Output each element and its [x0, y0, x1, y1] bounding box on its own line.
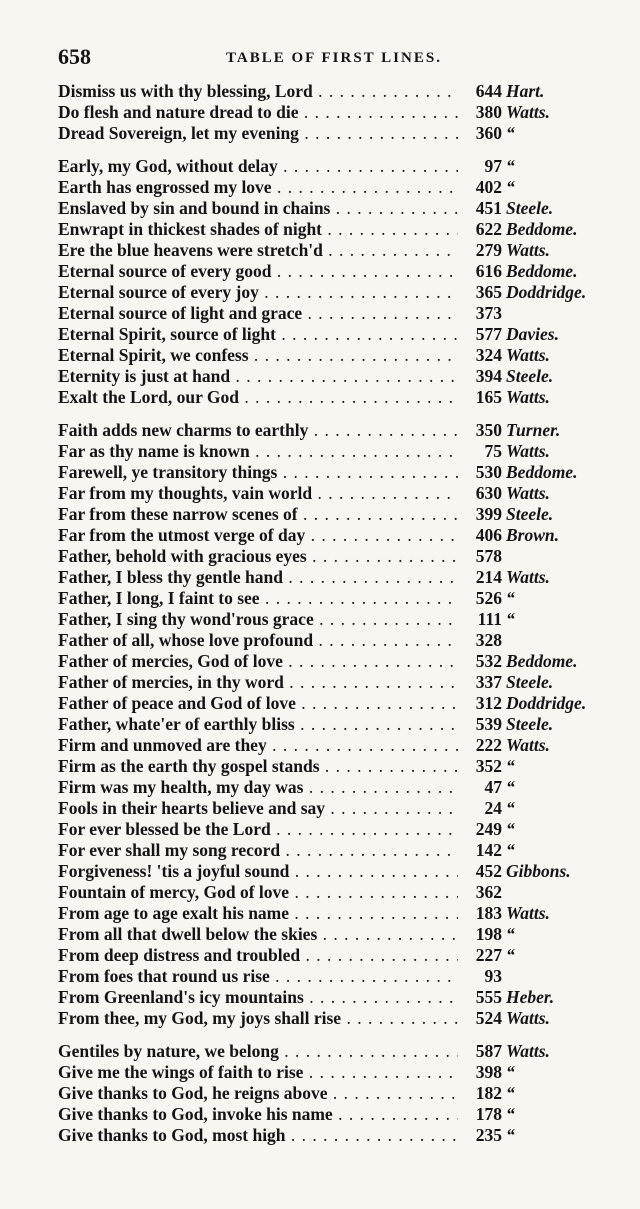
hymn-number: 406	[475, 525, 502, 545]
hymn-number: 644	[475, 81, 502, 101]
index-entry	[58, 366, 638, 387]
index-entry	[58, 693, 638, 714]
index-entry	[58, 567, 638, 588]
hymn-author: Beddome.	[506, 261, 578, 281]
hymn-number: 394	[475, 366, 502, 386]
hymn-number: 222	[475, 735, 502, 755]
hymn-author: “	[506, 177, 515, 197]
index-entry	[58, 714, 638, 735]
index-entry	[58, 387, 638, 408]
hymn-author: Beddome.	[506, 651, 578, 671]
hymn-number: 587	[475, 1041, 502, 1061]
hymn-number: 402	[475, 177, 502, 197]
hymn-number: 350	[475, 420, 502, 440]
first-line-text: Father, I sing thy wond'rous grace . . .	[58, 609, 458, 630]
hymn-number: 373	[475, 303, 502, 323]
group-separator	[58, 408, 638, 420]
first-line-text: Eternity is just at hand . . .	[58, 366, 458, 387]
page-header	[58, 44, 618, 74]
hymn-author: Turner.	[506, 420, 561, 440]
hymn-author: Watts.	[506, 387, 550, 407]
first-line-text: Farewell, ye transitory things . . .	[58, 462, 458, 483]
index-entry	[58, 840, 638, 861]
index-entry	[58, 123, 638, 144]
first-line-text: Give thanks to God, most high . . .	[58, 1125, 458, 1146]
hymn-author: Beddome.	[506, 219, 578, 239]
hymn-number: 227	[475, 945, 502, 965]
index-entry	[58, 903, 638, 924]
index-entry	[58, 282, 638, 303]
first-line-text: From all that dwell below the skies . . .	[58, 924, 458, 945]
index-entry	[58, 1062, 638, 1083]
group-separator	[58, 144, 638, 156]
first-line-text: Do flesh and nature dread to die . . .	[58, 102, 458, 123]
index-entry	[58, 987, 638, 1008]
first-line-text: Father, I bless thy gentle hand . . .	[58, 567, 458, 588]
hymn-number: 452	[475, 861, 502, 881]
index-entry	[58, 756, 638, 777]
first-line-text: From foes that round us rise . . .	[58, 966, 458, 987]
hymn-author: “	[506, 588, 515, 608]
hymn-author: “	[506, 123, 515, 143]
hymn-author: Watts.	[506, 240, 550, 260]
index-entry	[58, 102, 638, 123]
index-entry	[58, 177, 638, 198]
first-line-text: Give thanks to God, he reigns above . . .	[58, 1083, 458, 1104]
hymn-number: 249	[475, 819, 502, 839]
hymn-author: Watts.	[506, 483, 550, 503]
index-entry	[58, 777, 638, 798]
hymn-author: “	[506, 924, 515, 944]
first-line-text: Father of mercies, in thy word . . .	[58, 672, 458, 693]
hymn-number: 24	[484, 798, 502, 818]
hymn-author: Watts.	[506, 567, 550, 587]
hymn-author: Steele.	[506, 714, 554, 734]
hymn-author: “	[506, 1062, 515, 1082]
hymn-number: 362	[475, 882, 502, 902]
index-entry	[58, 1125, 638, 1146]
hymn-author: Watts.	[506, 441, 550, 461]
hymn-author: “	[506, 840, 515, 860]
index-entry	[58, 945, 638, 966]
hymn-number: 198	[475, 924, 502, 944]
hymn-author: “	[506, 1083, 515, 1103]
hymn-author: Steele.	[506, 366, 554, 386]
first-line-text: Father, I long, I faint to see . . .	[58, 588, 458, 609]
hymn-author: Doddridge.	[506, 282, 587, 302]
hymn-number: 578	[475, 546, 502, 566]
index-entry	[58, 609, 638, 630]
first-line-text: From age to age exalt his name . . .	[58, 903, 458, 924]
hymn-number: 380	[475, 102, 502, 122]
hymn-number: 360	[475, 123, 502, 143]
index-entry	[58, 219, 638, 240]
hymn-number: 324	[475, 345, 502, 365]
hymn-number: 526	[475, 588, 502, 608]
hymn-author: Doddridge.	[506, 693, 587, 713]
hymn-number: 142	[475, 840, 502, 860]
first-line-text: Eternal source of every good . . .	[58, 261, 458, 282]
index-entry	[58, 420, 638, 441]
hymn-number: 214	[475, 567, 502, 587]
index-entry	[58, 1083, 638, 1104]
index-entry	[58, 924, 638, 945]
hymn-number: 577	[475, 324, 502, 344]
first-line-text: Far from my thoughts, vain world . . .	[58, 483, 458, 504]
hymn-number: 165	[475, 387, 502, 407]
hymn-number: 524	[475, 1008, 502, 1028]
index-entry	[58, 324, 638, 345]
index-entry	[58, 504, 638, 525]
hymn-number: 93	[484, 966, 502, 986]
hymn-number: 630	[475, 483, 502, 503]
first-line-text: Earth has engrossed my love . . .	[58, 177, 458, 198]
first-line-text: Give thanks to God, invoke his name . . .	[58, 1104, 458, 1125]
first-line-text: For ever shall my song record . . .	[58, 840, 458, 861]
index-entry	[58, 525, 638, 546]
index-entry	[58, 672, 638, 693]
index-entry	[58, 198, 638, 219]
index-entry	[58, 1041, 638, 1062]
hymn-number: 532	[475, 651, 502, 671]
hymn-author: Watts.	[506, 345, 550, 365]
first-line-text: Firm was my health, my day was . . .	[58, 777, 458, 798]
first-line-text: Enwrapt in thickest shades of night . . .	[58, 219, 458, 240]
index-entry	[58, 882, 638, 903]
index-entry	[58, 303, 638, 324]
hymn-number: 616	[475, 261, 502, 281]
hymn-number: 178	[475, 1104, 502, 1124]
first-line-text: Firm as the earth thy gospel stands . . .	[58, 756, 458, 777]
first-line-text: Father of peace and God of love . . .	[58, 693, 458, 714]
group-separator	[58, 1029, 638, 1041]
index-entry	[58, 651, 638, 672]
first-line-text: Eternal Spirit, we confess . . .	[58, 345, 458, 366]
first-line-text: Gentiles by nature, we belong . . .	[58, 1041, 458, 1062]
hymn-author: Gibbons.	[506, 861, 571, 881]
hymn-number: 75	[484, 441, 502, 461]
index-entry	[58, 630, 638, 651]
index-entry	[58, 483, 638, 504]
first-lines-index	[58, 81, 638, 1146]
hymn-author: Watts.	[506, 735, 550, 755]
first-line-text: Far as thy name is known . . .	[58, 441, 458, 462]
hymn-author: “	[506, 1104, 515, 1124]
first-line-text: Faith adds new charms to earthly . . .	[58, 420, 458, 441]
index-entry	[58, 966, 638, 987]
running-title: TABLE OF FIRST LINES.	[226, 50, 442, 66]
index-entry	[58, 462, 638, 483]
first-line-text: Father of mercies, God of love . . .	[58, 651, 458, 672]
hymn-number: 399	[475, 504, 502, 524]
first-line-text: Early, my God, without delay . . .	[58, 156, 458, 177]
hymn-author: Hart.	[506, 81, 545, 101]
hymn-number: 555	[475, 987, 502, 1007]
hymn-number: 47	[484, 777, 502, 797]
first-line-text: Fools in their hearts believe and say . . .	[58, 798, 458, 819]
hymn-author: Steele.	[506, 672, 554, 692]
hymn-number: 97	[484, 156, 502, 176]
hymn-author: “	[506, 609, 515, 629]
index-entry	[58, 588, 638, 609]
first-line-text: Firm and unmoved are they . . .	[58, 735, 458, 756]
hymn-number: 328	[475, 630, 502, 650]
hymn-number: 398	[475, 1062, 502, 1082]
hymn-number: 622	[475, 219, 502, 239]
first-line-text: Father, whate'er of earthly bliss . . .	[58, 714, 458, 735]
index-entry	[58, 1008, 638, 1029]
first-line-text: Dread Sovereign, let my evening . . .	[58, 123, 458, 144]
first-line-text: Eternal Spirit, source of light . . .	[58, 324, 458, 345]
index-entry	[58, 1104, 638, 1125]
hymn-author: “	[506, 777, 515, 797]
hymn-author: Beddome.	[506, 462, 578, 482]
first-line-text: Fountain of mercy, God of love . . .	[58, 882, 458, 903]
index-entry	[58, 441, 638, 462]
hymn-number: 182	[475, 1083, 502, 1103]
first-line-text: Ere the blue heavens were stretch'd . . .	[58, 240, 458, 261]
hymn-author: Watts.	[506, 903, 550, 923]
index-entry	[58, 261, 638, 282]
hymn-author: “	[506, 945, 515, 965]
hymn-author: “	[506, 156, 515, 176]
hymn-author: Watts.	[506, 102, 550, 122]
first-line-text: Dismiss us with thy blessing, Lord . . .	[58, 81, 458, 102]
hymn-author: “	[506, 1125, 515, 1145]
index-entry	[58, 156, 638, 177]
hymn-number: 183	[475, 903, 502, 923]
hymn-author: “	[506, 819, 515, 839]
hymn-number: 235	[475, 1125, 502, 1145]
hymn-author: Watts.	[506, 1041, 550, 1061]
hymn-author: Steele.	[506, 504, 554, 524]
hymn-number: 337	[475, 672, 502, 692]
hymn-author: Heber.	[506, 987, 555, 1007]
first-line-text: Father, behold with gracious eyes . . .	[58, 546, 458, 567]
first-line-text: Exalt the Lord, our God . . .	[58, 387, 458, 408]
index-entry	[58, 861, 638, 882]
hymn-author: “	[506, 798, 515, 818]
index-entry	[58, 798, 638, 819]
index-entry	[58, 81, 638, 102]
first-line-text: Give me the wings of faith to rise . . .	[58, 1062, 458, 1083]
first-line-text: Enslaved by sin and bound in chains . . .	[58, 198, 458, 219]
index-entry	[58, 819, 638, 840]
first-line-text: From thee, my God, my joys shall rise . . .	[58, 1008, 458, 1029]
index-entry	[58, 240, 638, 261]
hymn-number: 352	[475, 756, 502, 776]
hymn-number: 451	[475, 198, 502, 218]
hymn-number: 312	[475, 693, 502, 713]
first-line-text: Father of all, whose love profound . . .	[58, 630, 458, 651]
hymn-number: 111	[477, 609, 502, 629]
first-line-text: Eternal source of light and grace . . .	[58, 303, 458, 324]
hymn-number: 530	[475, 462, 502, 482]
hymn-number: 279	[475, 240, 502, 260]
index-entry	[58, 345, 638, 366]
index-entry	[58, 735, 638, 756]
hymn-number: 539	[475, 714, 502, 734]
first-line-text: Far from these narrow scenes of . . .	[58, 504, 458, 525]
hymn-author: Watts.	[506, 1008, 550, 1028]
first-line-text: Forgiveness! 'tis a joyful sound . . .	[58, 861, 458, 882]
first-line-text: Far from the utmost verge of day . . .	[58, 525, 458, 546]
page-number: 658	[58, 44, 91, 69]
hymn-author: “	[506, 756, 515, 776]
first-line-text: From deep distress and troubled . . .	[58, 945, 458, 966]
first-line-text: Eternal source of every joy . . .	[58, 282, 458, 303]
first-line-text: From Greenland's icy mountains . . .	[58, 987, 458, 1008]
first-line-text: For ever blessed be the Lord . . .	[58, 819, 458, 840]
hymn-author: Steele.	[506, 198, 554, 218]
index-entry	[58, 546, 638, 567]
hymn-author: Brown.	[506, 525, 560, 545]
hymn-author: Davies.	[506, 324, 559, 344]
hymn-number: 365	[475, 282, 502, 302]
